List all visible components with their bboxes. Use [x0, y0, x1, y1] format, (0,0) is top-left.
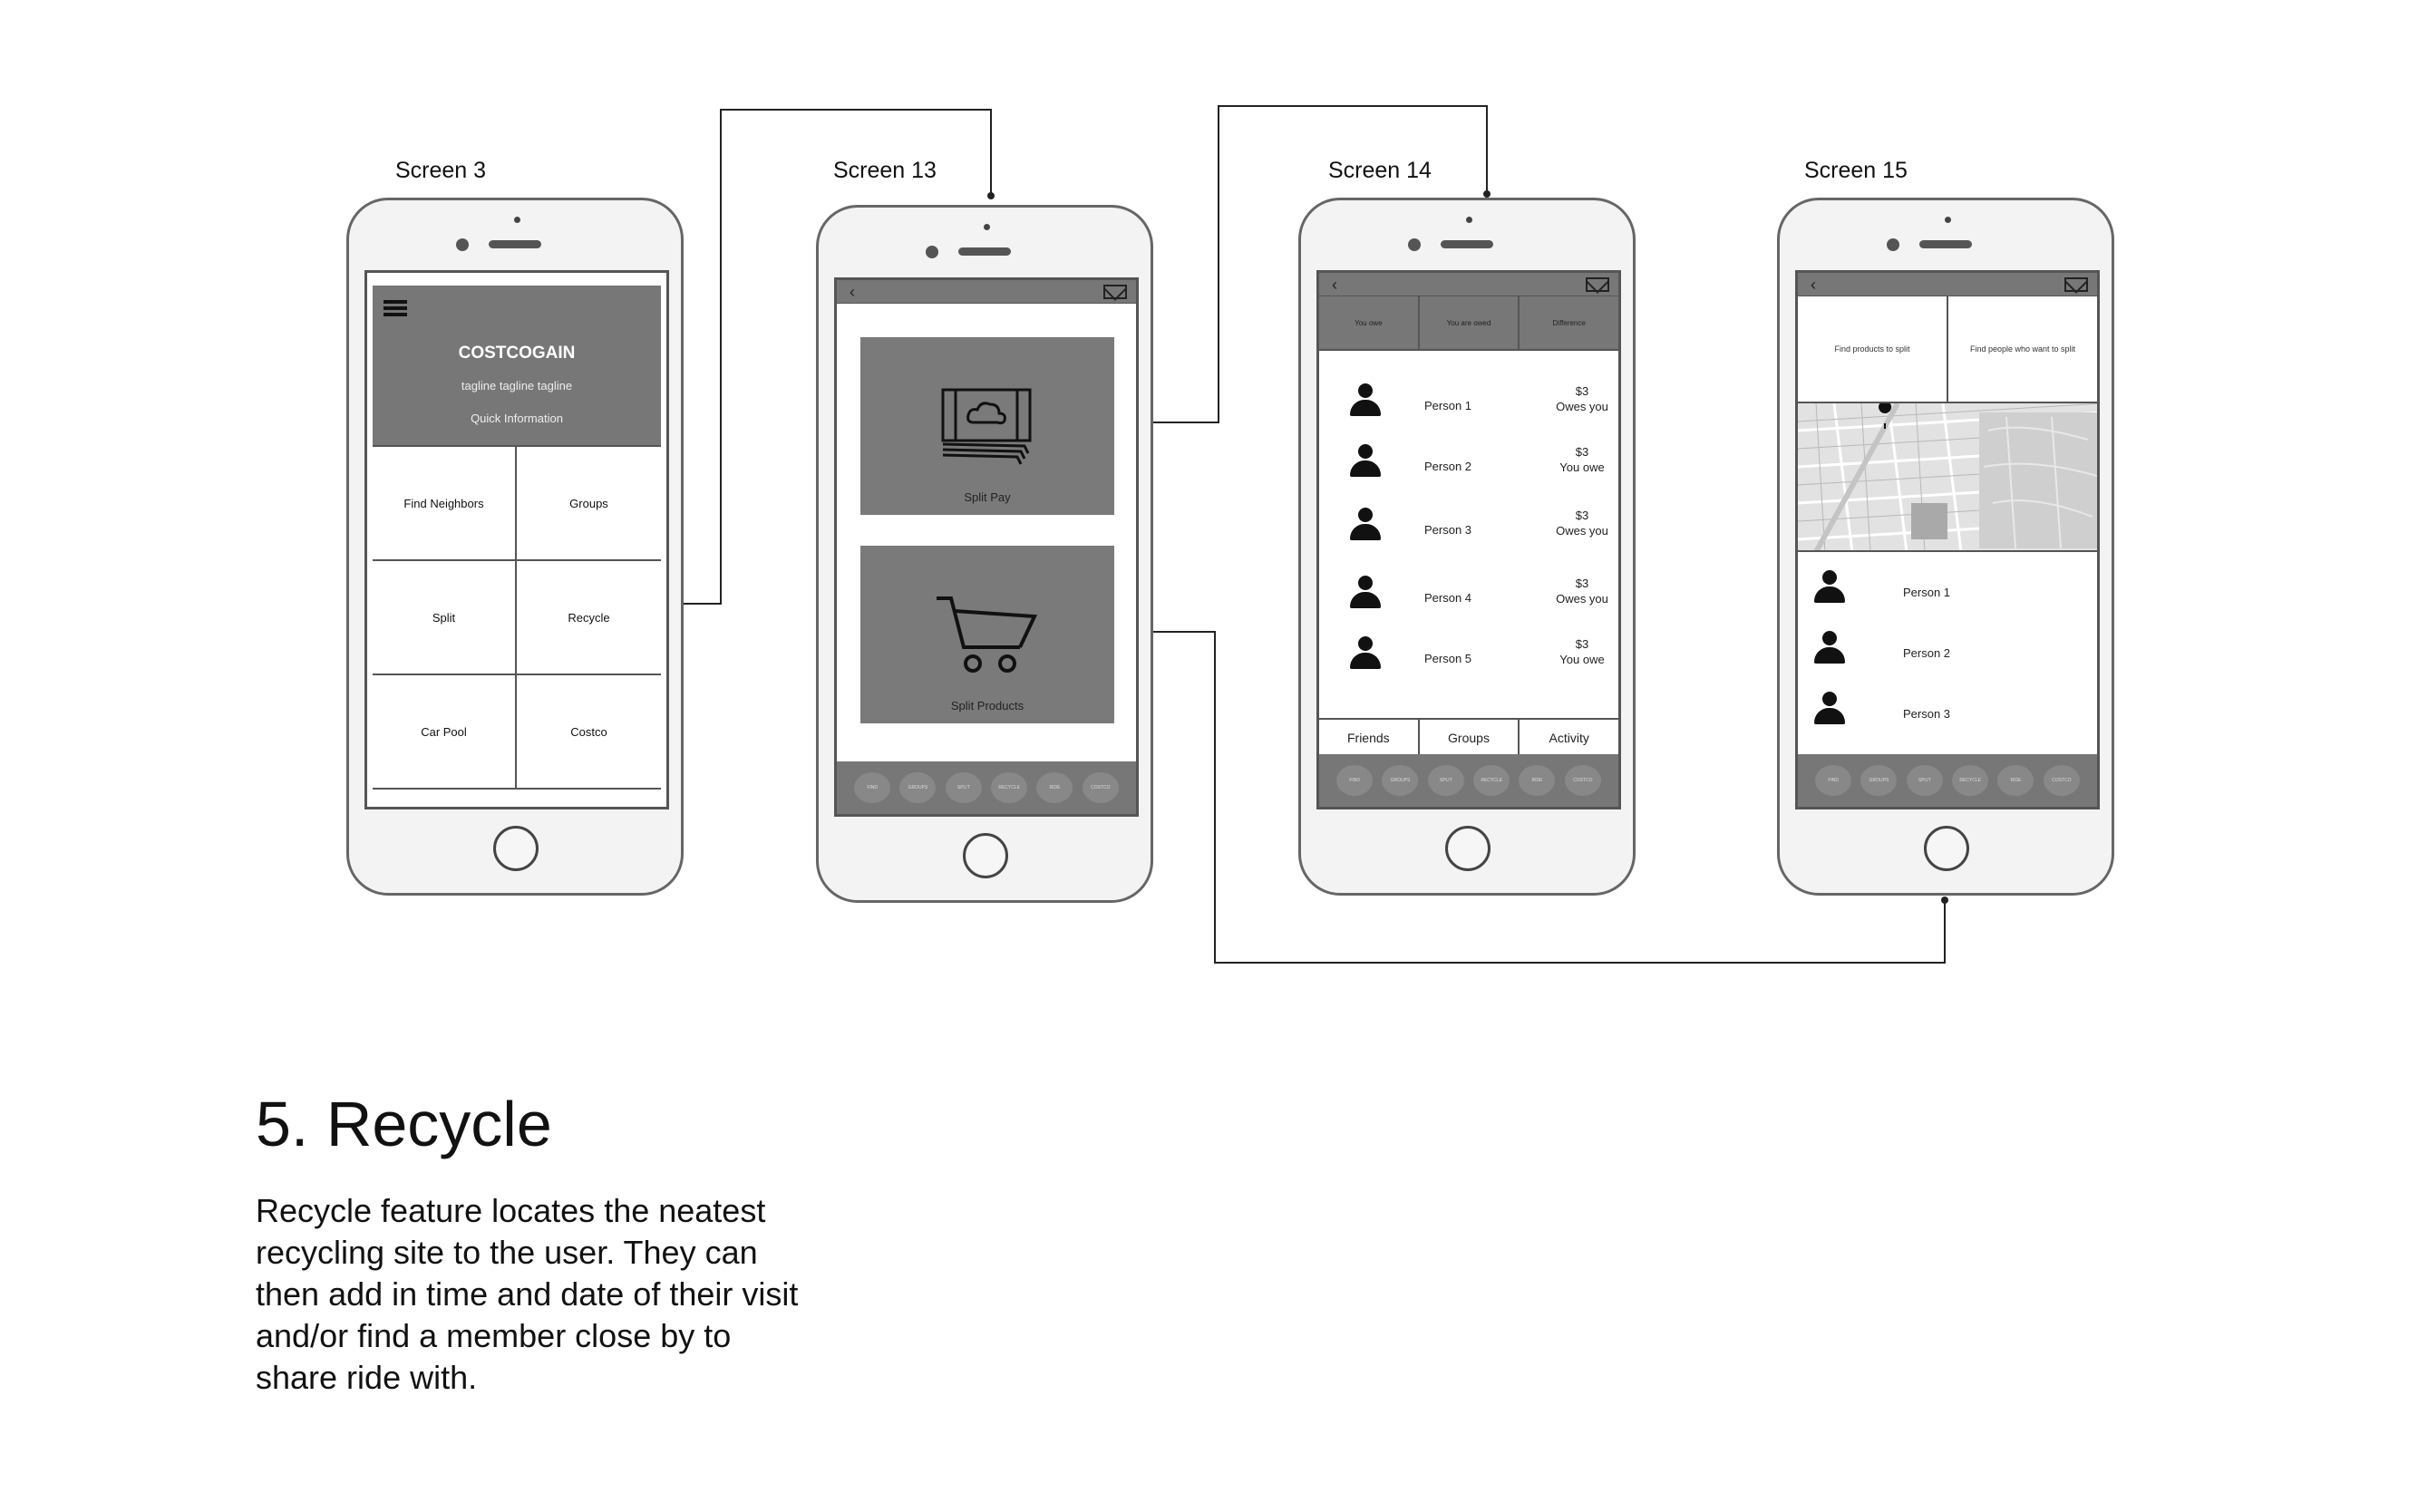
screen-14-display [1316, 270, 1621, 809]
person-name: Person 1 [1424, 399, 1472, 412]
top-bar [1319, 273, 1618, 296]
recycling-map[interactable] [1798, 403, 2097, 552]
social-tabs [1319, 718, 1618, 758]
feature-grid [373, 445, 661, 790]
person-balance: $3 Owes you [1556, 509, 1608, 538]
description-line: and/or find a member close by to [256, 1317, 732, 1354]
app-brand: COSTCOGAIN [458, 344, 576, 363]
home-button[interactable] [493, 826, 539, 871]
tab-groups[interactable]: Groups [1420, 720, 1520, 756]
person-balance: $3 You owe [1559, 445, 1605, 474]
nav-costco[interactable]: COSTCO [1565, 765, 1601, 796]
split-products-label: Split Products [950, 699, 1024, 712]
screen-13-display [834, 277, 1139, 817]
earpiece-speaker [489, 240, 541, 248]
home-button[interactable] [1445, 826, 1491, 871]
section-description [256, 1190, 890, 1399]
hamburger-menu-icon[interactable] [384, 300, 407, 316]
person-icon [1814, 692, 1845, 724]
list-item[interactable] [1319, 444, 1618, 508]
nav-recycle[interactable]: RECYCLE [991, 772, 1027, 803]
person-balance: $3 Owes you [1556, 577, 1608, 606]
nav-groups[interactable]: GROUPS [1860, 765, 1897, 796]
person-icon [1814, 631, 1845, 664]
person-name: Person 2 [1424, 460, 1472, 473]
description-line: then add in time and date of their visit [256, 1275, 799, 1313]
split-products-card[interactable] [860, 546, 1114, 723]
balance-tabs [1319, 296, 1618, 351]
find-people-option[interactable]: Find people who want to split [1969, 344, 2076, 354]
tab-friends[interactable]: Friends [1319, 720, 1420, 756]
phone-screen-13 [816, 205, 1153, 903]
mail-icon[interactable] [2064, 277, 2088, 292]
description-line: recycling site to the user. They can [256, 1234, 758, 1271]
person-balance: $3 You owe [1559, 637, 1605, 666]
top-bar [1798, 273, 2097, 296]
person-icon [1350, 636, 1381, 669]
person-icon [1350, 444, 1381, 477]
nav-ride[interactable]: RIDE [1519, 765, 1555, 796]
top-bar [837, 280, 1136, 304]
shopping-cart-icon [933, 591, 1042, 678]
bottom-nav [1319, 754, 1618, 807]
person-name: Person 1 [1903, 586, 1951, 599]
earpiece-speaker [1919, 240, 1972, 248]
split-options [1798, 296, 2097, 403]
tab-activity[interactable]: Activity [1549, 731, 1589, 745]
person-icon [1350, 576, 1381, 608]
earpiece-speaker [958, 247, 1011, 256]
screen-15-display [1795, 270, 2100, 809]
screen-13-label: Screen 13 [833, 158, 937, 183]
section-title: 5. Recycle [256, 1089, 552, 1159]
nav-ride[interactable]: RIDE [1997, 765, 2034, 796]
list-item[interactable] [1319, 508, 1618, 571]
nav-split[interactable]: SPLIT [1428, 765, 1464, 796]
back-icon[interactable]: ‹ [1332, 276, 1337, 294]
find-products-option[interactable]: Find products to split [1798, 296, 1948, 402]
split-pay-card[interactable] [860, 337, 1114, 515]
back-icon[interactable]: ‹ [850, 283, 855, 301]
person-name: Person 3 [1424, 523, 1472, 537]
tab-difference[interactable]: Difference [1552, 318, 1586, 327]
person-name: Person 2 [1903, 646, 1951, 660]
home-button[interactable] [1924, 826, 1969, 871]
description-line: Recycle feature locates the neatest [256, 1192, 766, 1229]
app-tagline: tagline tagline tagline [461, 379, 573, 393]
person-icon [1350, 508, 1381, 540]
mail-icon[interactable] [1586, 277, 1609, 292]
nav-costco[interactable]: COSTCO [1083, 772, 1119, 803]
list-item[interactable] [1798, 570, 2097, 634]
sensor-dot [984, 224, 990, 230]
grid-split[interactable]: Split [373, 561, 517, 675]
person-balance: $3 Owes you [1556, 384, 1608, 413]
list-item[interactable] [1319, 576, 1618, 639]
list-item[interactable] [1798, 692, 2097, 755]
list-item[interactable] [1319, 383, 1618, 447]
nav-ride[interactable]: RIDE [1036, 772, 1073, 803]
money-icon [937, 386, 1037, 468]
grid-find-neighbors[interactable]: Find Neighbors [373, 447, 517, 561]
sensor-dot [514, 217, 520, 223]
phone-screen-3 [346, 198, 684, 896]
front-camera [1887, 238, 1899, 251]
quick-information: Quick Information [471, 412, 563, 425]
sensor-dot [1466, 217, 1472, 223]
front-camera [1408, 238, 1421, 251]
description-line: share ride with. [256, 1359, 478, 1396]
nav-find[interactable]: FIND [1815, 765, 1851, 796]
screen-14-label: Screen 14 [1328, 158, 1432, 183]
nav-split[interactable]: SPLIT [1907, 765, 1943, 796]
person-icon [1814, 570, 1845, 603]
nav-find[interactable]: FIND [1336, 765, 1373, 796]
split-pay-label: Split Pay [964, 490, 1011, 504]
sensor-dot [1945, 217, 1951, 223]
tab-you-owe[interactable]: You owe [1319, 296, 1420, 349]
front-camera [926, 246, 938, 258]
back-icon[interactable]: ‹ [1811, 276, 1816, 294]
map-graphic [1798, 403, 2097, 552]
grid-recycle[interactable]: Recycle [517, 561, 661, 675]
phone-screen-14 [1298, 198, 1636, 896]
grid-car-pool[interactable]: Car Pool [373, 675, 517, 790]
screen-3-display [364, 270, 669, 809]
nav-recycle[interactable]: RECYCLE [1473, 765, 1510, 796]
home-button[interactable] [963, 833, 1008, 878]
bottom-nav [1798, 754, 2097, 807]
person-name: Person 4 [1424, 591, 1472, 605]
bottom-nav [837, 761, 1136, 814]
nav-groups[interactable]: GROUPS [1382, 765, 1418, 796]
nav-find[interactable]: FIND [854, 772, 890, 803]
screen-3-label: Screen 3 [395, 158, 487, 183]
list-item[interactable] [1798, 631, 2097, 694]
grid-costco[interactable]: Costco [517, 675, 661, 790]
screen-15-label: Screen 15 [1804, 158, 1908, 183]
app-header [373, 286, 661, 445]
person-name: Person 5 [1424, 652, 1472, 665]
front-camera [456, 238, 469, 251]
earpiece-speaker [1441, 240, 1493, 248]
nav-split[interactable]: SPLIT [946, 772, 982, 803]
list-item[interactable] [1319, 636, 1618, 700]
phone-screen-15 [1777, 198, 2114, 896]
nav-groups[interactable]: GROUPS [899, 772, 936, 803]
person-icon [1350, 383, 1381, 416]
tab-you-are-owed[interactable]: You are owed [1420, 296, 1520, 349]
nav-costco[interactable]: COSTCO [2044, 765, 2080, 796]
person-name: Person 3 [1903, 707, 1951, 721]
grid-groups[interactable]: Groups [517, 447, 661, 561]
nav-recycle[interactable]: RECYCLE [1952, 765, 1988, 796]
mail-icon[interactable] [1103, 285, 1127, 299]
